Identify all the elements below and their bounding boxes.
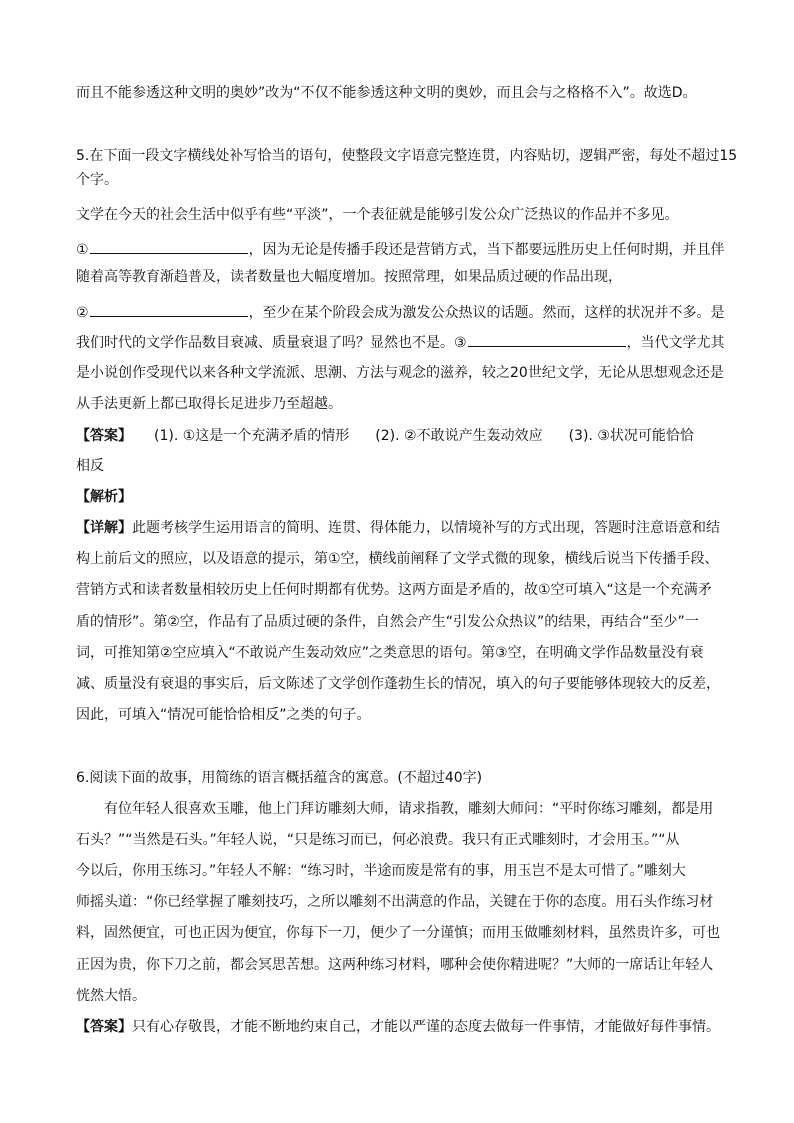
answer-item-3: (3). ③状况可能恰恰 bbox=[568, 428, 694, 444]
blank-marker-2: ② bbox=[76, 305, 89, 321]
fill-blank-1[interactable] bbox=[90, 240, 248, 254]
blank-marker-1: ① bbox=[76, 242, 89, 258]
q5-detail-line4: 盾的情形”。第②空，作品有了品质过硬的条件，自然会产生“引发公众热议”的结果，再结合“至少”一 bbox=[76, 614, 699, 630]
q5-passage-line4 bbox=[76, 303, 726, 322]
fill-blank-2[interactable] bbox=[90, 303, 248, 317]
q5-passage-line7: 从手法更新上都已取得长足进步乃至超越。 bbox=[76, 396, 342, 412]
fill-blank-3[interactable] bbox=[468, 333, 626, 347]
q5-prompt-line2: 个字。 bbox=[76, 172, 118, 188]
detail-label: 【详解】 bbox=[76, 520, 132, 536]
q6-story-line5: 料，固然便宜，可也正因为便宜，你每下一刀，便少了一分谨慎；而用玉做雕刻材料，虽然贵许多，可也 bbox=[76, 925, 720, 941]
q5-passage-line5-text-a: 我们时代的文学作品数目衰减、质量衰退了吗？显然也不是。③ bbox=[76, 335, 467, 351]
q6-story-line6: 正因为贵，你下刀之前，都会冥思苦想。这两种练习材料，哪种会使你精进呢？”大师的一席话让年轻人 bbox=[76, 957, 714, 973]
q5-passage-line2 bbox=[76, 240, 726, 259]
q5-detail-line3: 营销方式和读者数量相较历史上任何时期都有优势。这两方面是矛盾的，故①空可填入“这是一个充满矛 bbox=[76, 582, 712, 598]
q5-prompt-line1: 5.在下面一段文字横线处补写恰当的语句，使整段文字语意完整连贯，内容贴切，逻辑严密，每处不超过15 bbox=[76, 148, 738, 164]
q6-story-line4: 师摇头道：“你已经掌握了雕刻技巧，之所以雕刻不出满意的作品，关键在于你的态度。用石头作练习材 bbox=[76, 894, 714, 910]
q5-passage-line3: 随着高等教育渐趋普及，读者数量也大幅度增加。按照常理，如果品质过硬的作品出现， bbox=[76, 269, 622, 285]
q6-story-line7: 恍然大悟。 bbox=[76, 988, 146, 1004]
q6-story-line2: 石头？”“当然是石头。”年轻人说，“只是练习而已，何必浪费。我只有正式雕刻时，才会用玉。”“从 bbox=[76, 832, 680, 848]
q5-passage-line1: 文学在今天的社会生活中似乎有些“平淡”，一个表征就是能够引发公众广泛热议的作品并不多见。 bbox=[76, 207, 679, 223]
q5-answer-line2: 相反 bbox=[76, 458, 104, 474]
q6-prompt: 6.阅读下面的故事，用简练的语言概括蕴含的寓意。(不超过40字) bbox=[76, 770, 483, 786]
q5-passage-line5 bbox=[76, 333, 726, 352]
q5-passage-line5-text-b: ，当代文学尤其 bbox=[626, 335, 725, 351]
q5-passage-line2-text: ，因为无论是传播手段还是营销方式，当下都要远胜历史上任何时期，并且伴 bbox=[248, 242, 725, 258]
analysis-label: 【解析】 bbox=[76, 489, 132, 505]
q5-detail-line5: 词，可推知第②空应填入“不敢说产生轰动效应”之类意思的语句。第③空，在明确文学作品数量没有衰 bbox=[76, 645, 704, 661]
answer-item-1: (1). ①这是一个充满矛盾的情形 bbox=[154, 428, 350, 444]
answer-label: 【答案】 bbox=[76, 428, 132, 444]
q6-story-line3: 今以后，你用玉练习。”年轻人不解：“练习时，半途而废是常有的事，用玉岂不是太可惜了。”雕刻大 bbox=[76, 863, 686, 879]
q5-detail-line2: 构上前后文的照应，以及语意的提示，第①空，横线前阐释了文学式微的现象，横线后说当下传播手段、 bbox=[76, 551, 719, 567]
answer-item-2: (2). ②不敢说产生轰动效应 bbox=[375, 428, 543, 444]
q6-answer-line bbox=[76, 1018, 726, 1036]
q6-answer-text: 只有心存敬畏，才能不断地约束自己，才能以严谨的态度去做每一件事情，才能做好每件事情。 bbox=[132, 1019, 720, 1035]
q6-story-line1: 有位年轻人很喜欢玉雕，他上门拜访雕刻大师，请求指教，雕刻大师问：“平时你练习雕刻，都是用 bbox=[104, 801, 714, 817]
q6-answer-label: 【答案】 bbox=[76, 1019, 132, 1035]
q5-detail-line7: 因此，可填入“情况可能恰恰相反”之类的句子。 bbox=[76, 707, 371, 723]
q4-analysis-tail: 而且不能参透这种文明的奥妙”改为“不仅不能参透这种文明的奥妙，而且会与之格格不入”。故选D。 bbox=[76, 85, 697, 101]
q5-passage-line6: 是小说创作受现代以来各种文学流派、思潮、方法与观念的滋养，较之20世纪文学，无论从思想观念还是 bbox=[76, 365, 724, 381]
q5-answer-line bbox=[76, 427, 726, 445]
q5-detail-line1 bbox=[76, 519, 726, 537]
q5-detail-line1-text: 此题考核学生运用语言的简明、连贯、得体能力，以情境补写的方式出现，答题时注意语意和结 bbox=[132, 520, 720, 536]
q5-passage-line4-text: ，至少在某个阶段会成为激发公众热议的话题。然而，这样的状况并不多。是 bbox=[248, 305, 725, 321]
q5-detail-line6: 减、质量没有衰退的事实后，后文陈述了文学创作蓬勃生长的情况，填入的句子要能够体现较大的反差， bbox=[76, 676, 720, 692]
